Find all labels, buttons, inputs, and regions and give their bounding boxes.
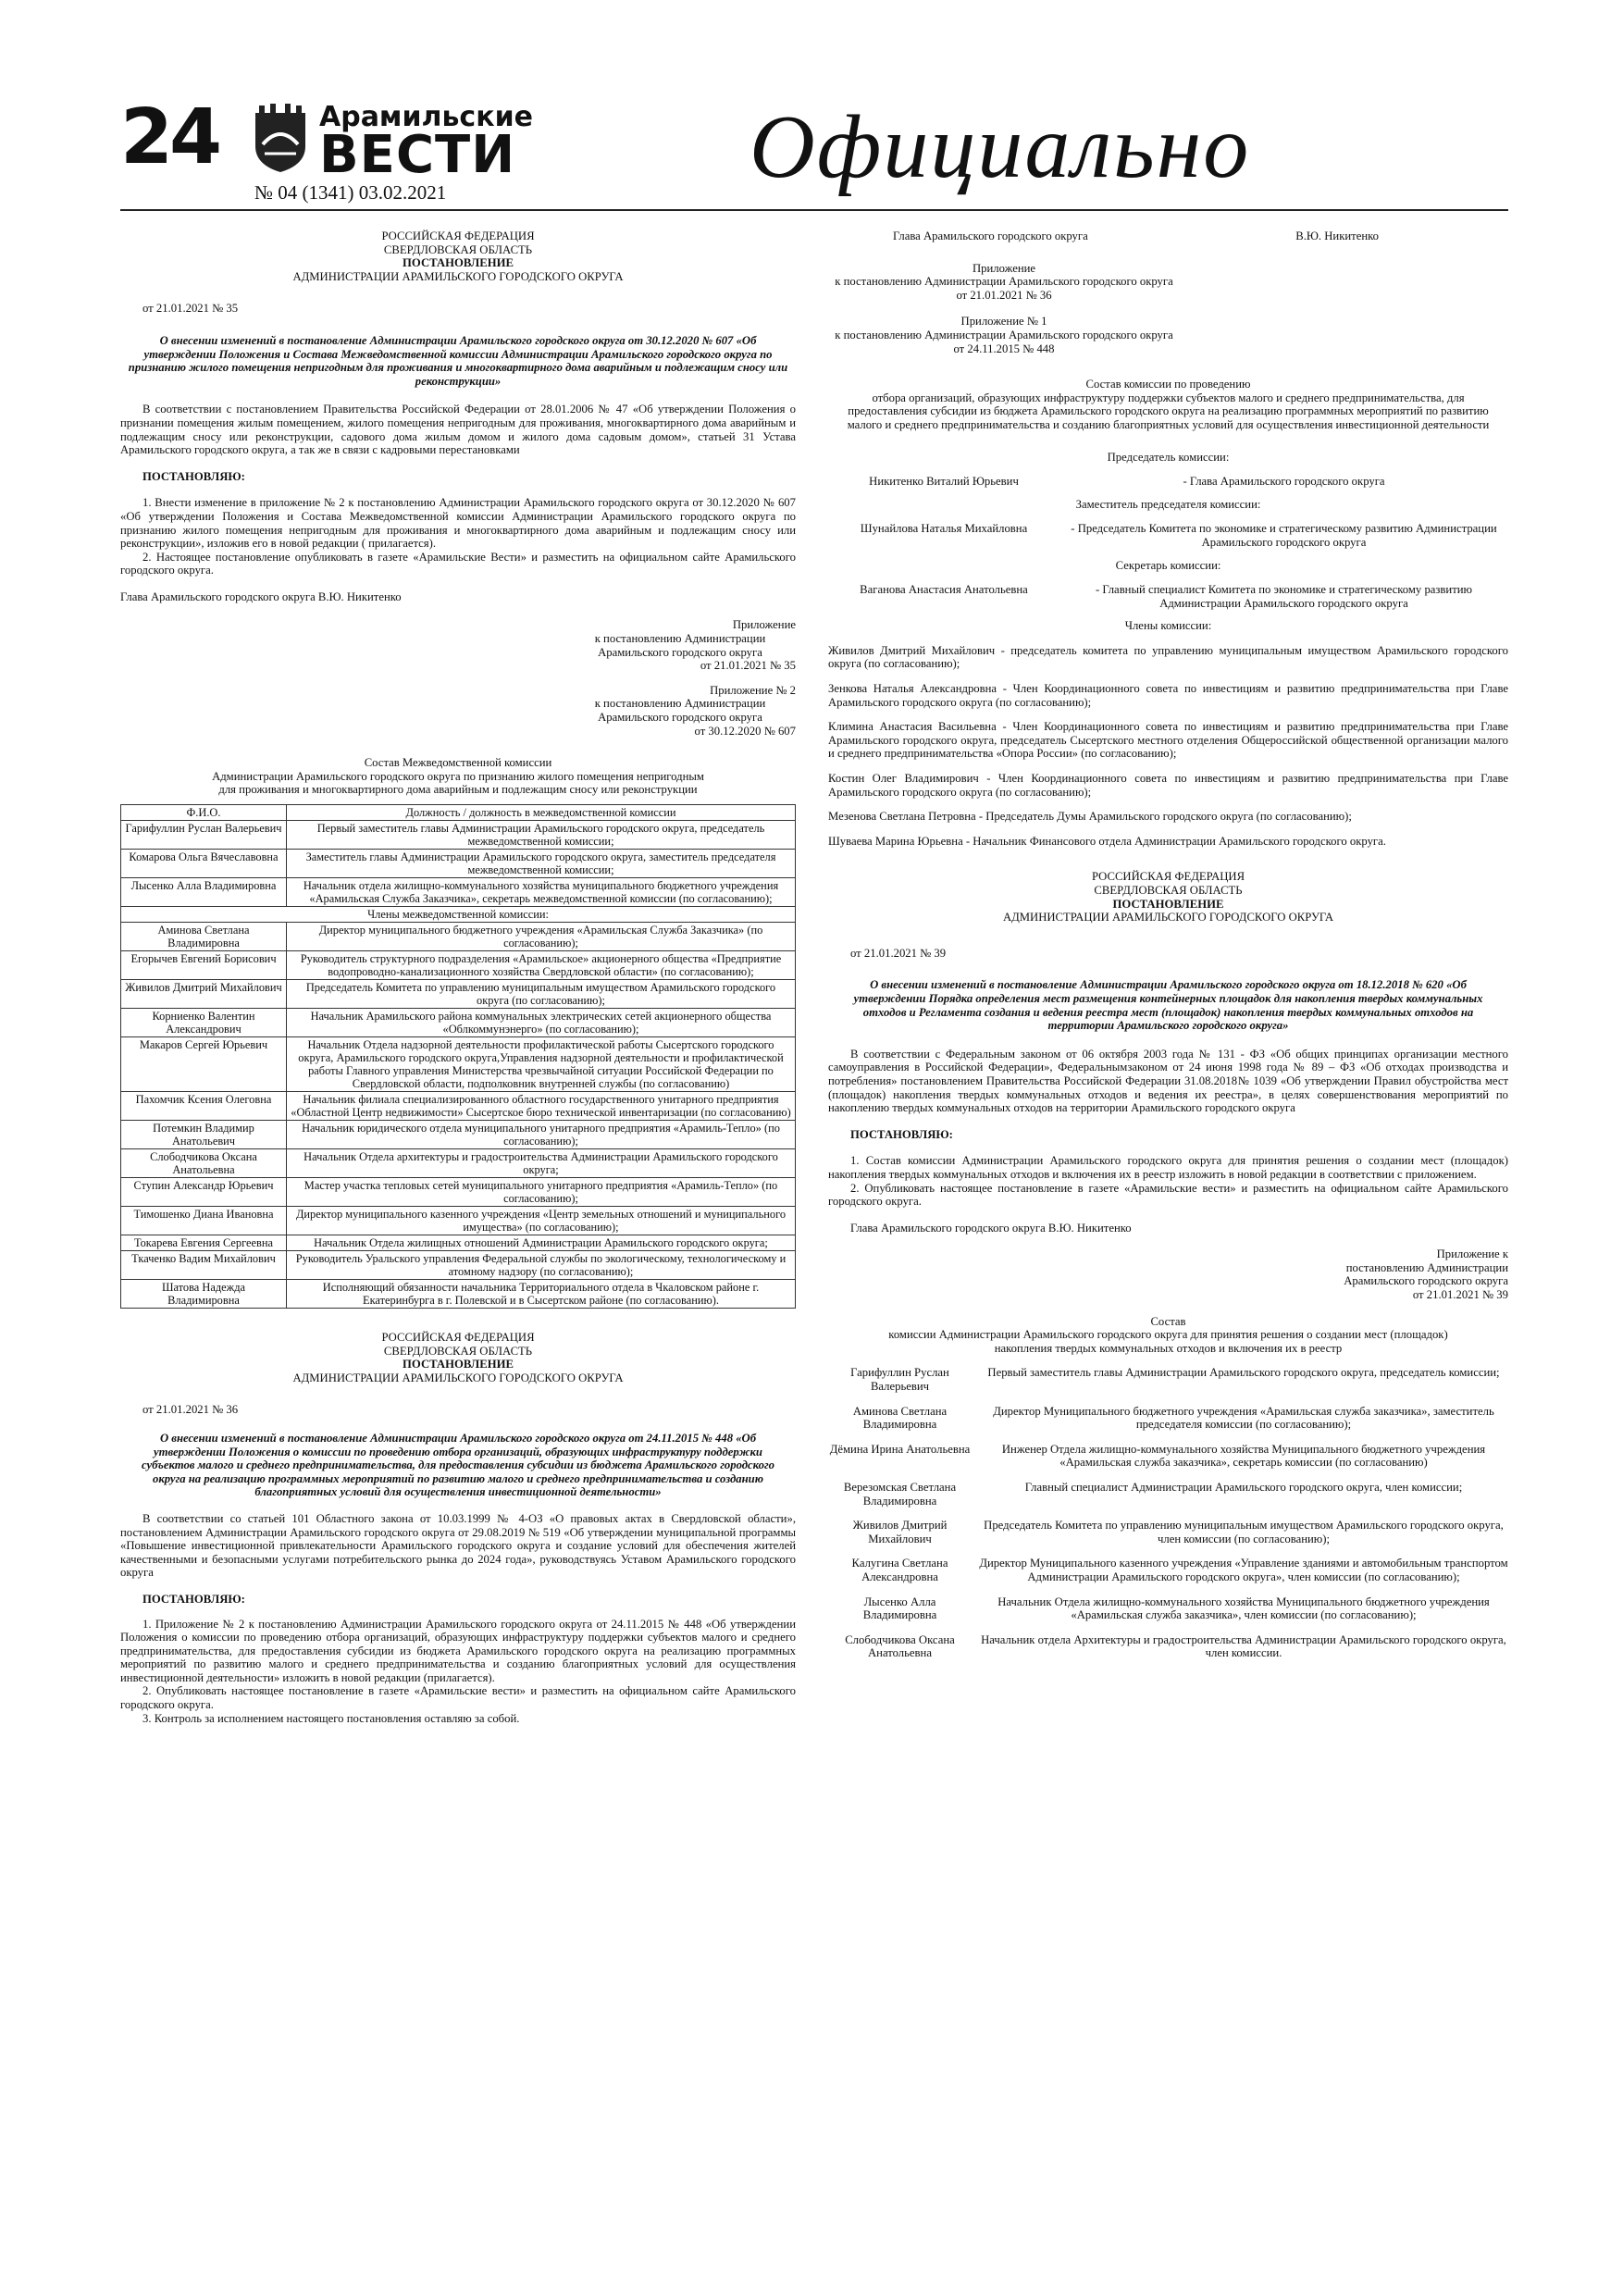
header-rule xyxy=(120,209,1508,211)
deputy-entry xyxy=(828,522,1508,549)
doc3-title: О внесении изменений в постановление Администрации Арамильского городского округа от 18.12.2018 № 620 «Об утверждении Порядка определения мест размещения контейнерных площадок для накопления твердых коммунальных отходов и Регламента создания и ведения реестра мест (площадок) накопления твердых коммунальных отходов на территории Арамильского городского округа» xyxy=(853,978,1483,1033)
table-row xyxy=(121,1280,796,1309)
doc1-decree: ПОСТАНОВЛЯЮ: xyxy=(142,469,245,483)
member-name: Никитенко Виталий Юрьевич xyxy=(869,475,1019,489)
table-section-row xyxy=(121,907,796,923)
member-name-cell: Пахомчик Ксения Олеговна xyxy=(121,1092,287,1121)
doc3-composition-title xyxy=(828,1315,1508,1356)
member-position-cell: Начальник отдела жилищно-коммунального хозяйства муниципального бюджетного учреждения «Арамильская Служба Заказчика», секретарь межведомственной комиссии (по согласованию); xyxy=(287,878,796,907)
table-row xyxy=(121,1178,796,1207)
doc2-decree: ПОСТАНОВЛЯЮ: xyxy=(142,1592,245,1606)
member-position: - Главный специалист Комитета по экономике и стратегическому развитию Администрации Арамильского городского округа xyxy=(1095,583,1473,610)
member-name-cell: Тимошенко Диана Ивановна xyxy=(121,1207,287,1235)
doc2-paragraph-2: 2. Опубликовать настоящее постановление в газете «Арамильские вести» и разместить на официальном сайте Арамильского городского округа. xyxy=(120,1684,796,1712)
doc2-paragraph-1: 1. Приложение № 2 к постановлению Администрации Арамильского городского округа от 24.11.2015 № 448 «Об утверждении Положения о комиссии по проведению отбора организаций, образующих инфраструктуру поддержки субъектов малого и среднего предпринимательства, для предоставления субсидии из бюджета Арамильского городского округа на реализацию программных мероприятий по развитию малого и среднего предпринимательства и созданию благоприятных условий для осуществления инвестиционной деятельности» изложить в новой редакции (прилагается). xyxy=(120,1617,796,1684)
appendix-line: к постановлению Администрации xyxy=(594,632,766,646)
list-item xyxy=(828,1633,1508,1660)
member-name-cell: Ткаченко Вадим Михайлович xyxy=(121,1251,287,1280)
appendix-line: от 21.01.2021 № 36 xyxy=(956,288,1052,302)
doc1-header-line: ПОСТАНОВЛЕНИЕ xyxy=(403,256,514,270)
coat-of-arms-logo xyxy=(252,104,309,174)
table-row xyxy=(121,1235,796,1251)
member-position-cell: Начальник Отдела архитектуры и градостроительства Администрации Арамильского городского округа; xyxy=(287,1149,796,1178)
appendix-line: Приложение № 2 xyxy=(710,683,796,697)
list-item xyxy=(828,1519,1508,1545)
deputy-label: Заместитель председателя комиссии: xyxy=(1075,497,1261,511)
table-header-cell: Должность / должность в межведомственной комиссии xyxy=(287,805,796,821)
doc2-paragraph-3: 3. Контроль за исполнением настоящего постановления оставляю за собой. xyxy=(142,1711,520,1725)
doc3-header-line: РОССИЙСКАЯ ФЕДЕРАЦИЯ xyxy=(1091,870,1245,884)
appendix-line: от 21.01.2021 № 35 xyxy=(700,659,796,673)
list-item xyxy=(828,1405,1508,1432)
doc1-signature: Глава Арамильского городского округа В.Ю. Никитенко xyxy=(120,590,402,603)
doc3-paragraph-2: 2. Опубликовать настоящее постановление в газете «Арамильские вести» и разместить на официальном сайте Арамильского городского округа. xyxy=(828,1181,1508,1209)
right-column xyxy=(828,230,1508,1660)
doc1-title: О внесении изменений в постановление Администрации Арамильского городского округа от 30.12.2020 № 607 «Об утверждении Положения и Состава Межведомственной комиссии Администрации Арамильского городского округа по признанию жилого помещения непригодным для проживания и многоквартирного дома аварийным и подлежащим сносу или реконструкции» xyxy=(128,333,788,388)
member-name-cell: Шатова Надежда Владимировна xyxy=(121,1280,287,1309)
doc2-title: О внесении изменений в постановление Администрации Арамильского городского округа от 24.11.2015 № 448 «Об утверждении Положения о комиссии по проведению отбора организаций, образующих инфраструктуру поддержки субъектов малого и среднего предпринимательства, для предоставления субсидии из бюджета Арамильского городского округа на реализацию программных мероприятий по развитию малого и среднего предпринимательства и созданию благоприятных условий для осуществления инвестиционной деятельности» xyxy=(141,1431,774,1499)
member-name: Слободчикова Оксана Анатольевна xyxy=(845,1632,955,1660)
doc3-decree: ПОСТАНОВЛЯЮ: xyxy=(850,1127,953,1141)
member-name-cell: Слободчикова Оксана Анатольевна xyxy=(121,1149,287,1178)
appendix-line: от 30.12.2020 № 607 xyxy=(694,724,796,738)
appendix-line: Приложение xyxy=(732,618,796,632)
table-header-row xyxy=(121,805,796,821)
doc1-header-line: АДМИНИСТРАЦИИ АРАМИЛЬСКОГО ГОРОДСКОГО ОКРУГА xyxy=(292,269,624,283)
list-item xyxy=(828,1595,1508,1622)
list-item: Живилов Дмитрий Михайлович - председатель комитета по управлению муниципальным имуществом Арамильского городского округа (по согласованию); xyxy=(828,643,1508,671)
list-item xyxy=(828,1366,1508,1393)
appendix-line: Арамильского городского округа xyxy=(1344,1274,1508,1288)
brand-name-main: ВЕСТИ xyxy=(319,125,516,185)
doc3-intro: В соответствии с Федеральным законом от 06 октября 2003 года № 131 - ФЗ «Об общих принципах организации местного самоуправления в Российской Федерации», Федеральнымзаконом от 24 июня 1998 года № 89 – ФЗ «Об отходах производства и потребления» постановлением Правительства Российской Федерации 31.08.2018№ 1039 «Об утверждении Правил обустройства мест (площадок) накопления твердых коммунальных отходов и ведения их реестра», в целях совершенствования мероприятий по накоплению твердых коммунальных отходов на территории Арамильского городского округа xyxy=(828,1047,1508,1115)
table-row xyxy=(121,1149,796,1178)
table-body-chairs xyxy=(121,821,796,907)
table-row xyxy=(121,923,796,951)
member-name-cell: Гарифуллин Руслан Валерьевич xyxy=(121,821,287,850)
table-row xyxy=(121,850,796,878)
doc2-header-line: СВЕРДЛОВСКАЯ ОБЛАСТЬ xyxy=(383,1344,533,1358)
doc2-signature xyxy=(828,230,1508,243)
secretary-entry xyxy=(828,583,1508,610)
member-position: Главный специалист Администрации Арамильского городского округа, член комиссии; xyxy=(1024,1481,1463,1494)
secretary-label: Секретарь комиссии: xyxy=(1115,558,1221,572)
chair-label: Председатель комиссии: xyxy=(1107,450,1230,464)
doc1-header-line: РОССИЙСКАЯ ФЕДЕРАЦИЯ xyxy=(381,230,535,242)
member-position: - Председатель Комитета по экономике и стратегическому развитию Администрации Арамильского городского округа xyxy=(1071,522,1497,549)
member-position-cell: Руководитель структурного подразделения «Арамильское» акционерного общества «Предприятие водопроводно-канализационного хозяйства Свердловской области» (по согласованию); xyxy=(287,951,796,980)
member-position-cell: Заместитель главы Администрации Арамильского городского округа, заместитель председателя межведомственной комиссии; xyxy=(287,850,796,878)
member-position-cell: Начальник Арамильского района коммунальных электрических сетей акционерного общества «Облкоммунэнерго» (по согласованию); xyxy=(287,1009,796,1037)
doc1-intro: В соответствии с постановлением Правительства Российской Федерации от 28.01.2006 № 47 «Об утверждении Положения о признании помещения жилым помещением, жилого помещения непригодным для проживания, многоквартирного дома аварийным и подлежащим сносу или реконструкции, садового дома жилым домом и жилого дома садовым домом», статьей 31 Устава Арамильского городского округа, а так же в связи с кадровыми перестановками xyxy=(120,403,796,457)
list-item: Зенкова Наталья Александровна - Член Координационного совета по инвестициям и развитию предпринимательства при Главе Арамильского городского округа (по согласованию); xyxy=(828,682,1508,709)
member-position: Первый заместитель главы Администрации Арамильского городского округа, председатель комиссии; xyxy=(987,1366,1500,1380)
members-label: Члены межведомственной комиссии: xyxy=(121,907,796,923)
appendix-line: от 24.11.2015 № 448 xyxy=(953,341,1055,355)
member-position-cell: Директор муниципального бюджетного учреждения «Арамильская Служба Заказчика» (по согласованию); xyxy=(287,923,796,951)
member-name: Ваганова Анастасия Анатольевна xyxy=(860,583,1028,597)
table-header-cell: Ф.И.О. xyxy=(121,805,287,821)
list-item xyxy=(828,1557,1508,1583)
member-name: Гарифуллин Руслан Валерьевич xyxy=(850,1366,949,1394)
member-name-cell: Токарева Евгения Сергеевна xyxy=(121,1235,287,1251)
member-position-cell: Начальник Отдела жилищных отношений Администрации Арамильского городского округа; xyxy=(287,1235,796,1251)
issue-number: № 04 (1341) 03.02.2021 xyxy=(254,181,447,204)
doc2-intro: В соответствии со статьей 101 Областного закона от 10.03.1999 № 4-ОЗ «О правовых актах в Свердловской области», постановлением Администрации Арамильского городского округа от 29.08.2019 № 519 «Об утверждении муниципальной программы «Повышение инвестиционной привлекательности Арамильского городского округа и создание условий для обеспечения жителей качественными и безопасными услугами потребительского рынка до 2024 года», руководствуясь Уставом Арамильского городского округа xyxy=(120,1511,796,1580)
member-position: Председатель Комитета по управлению муниципальным имуществом Арамильского городского округа, член комиссии (по согласованию); xyxy=(984,1519,1504,1545)
doc2-header-line: ПОСТАНОВЛЕНИЕ xyxy=(403,1358,514,1371)
commission-table xyxy=(120,804,796,1309)
table-row xyxy=(121,1121,796,1149)
member-position: - Глава Арамильского городского округа xyxy=(1183,475,1385,489)
member-name: Верезомская Светлана Владимировна xyxy=(843,1481,957,1508)
member-name-cell: Лысенко Алла Владимировна xyxy=(121,878,287,907)
doc3-header xyxy=(828,870,1508,924)
doc2-composition-title xyxy=(828,378,1508,431)
appendix-line: к постановлению Администрации xyxy=(594,697,766,711)
list-item: Костин Олег Владимирович - Член Координационного совета по инвестициям и развитию предпринимательства при Главе Арамильского городского округа (по согласованию); xyxy=(828,772,1508,799)
member-name: Лысенко Алла Владимировна xyxy=(862,1595,937,1622)
member-position: Начальник отдела Архитектуры и градостроительства Администрации Арамильского городского округа, член комиссии. xyxy=(981,1632,1506,1660)
table-row xyxy=(121,1037,796,1092)
doc3-appendix xyxy=(1295,1247,1508,1301)
appendix-line: к постановлению Администрации Арамильского городского округа xyxy=(835,275,1173,289)
appendix-line: к постановлению Администрации Арамильского городского округа xyxy=(835,328,1173,341)
member-position-cell: Директор муниципального казенного учреждения «Центр земельных отношений и муниципального имущества» (по согласованию); xyxy=(287,1207,796,1235)
list-item xyxy=(828,1443,1508,1470)
member-name-cell: Живилов Дмитрий Михайлович xyxy=(121,980,287,1009)
table-row xyxy=(121,951,796,980)
doc3-date: от 21.01.2021 № 39 xyxy=(850,946,947,960)
doc3-header-line: ПОСТАНОВЛЕНИЕ xyxy=(1112,897,1224,911)
member-name-cell: Ступин Александр Юрьевич xyxy=(121,1178,287,1207)
member-name: Аминова Светлана Владимировна xyxy=(852,1404,948,1432)
page-number: 24 xyxy=(120,93,219,181)
member-position-cell: Начальник Отдела надзорной деятельности профилактической работы Сысертского городского округа, Арамильского городского округа,Управления надзорной деятельности и профилактической работы Главного управления Министерства чрезвычайной ситуации Российской Федерации по Свердловской области, подполковник внутренней службы (по согласованию) xyxy=(287,1037,796,1092)
doc1-header xyxy=(120,230,796,283)
member-name-cell: Корниенко Валентин Александрович xyxy=(121,1009,287,1037)
composition-title-line: Состав xyxy=(1150,1314,1186,1328)
member-position-cell: Председатель Комитета по управлению муниципальным имуществом Арамильского городского округа (по согласованию); xyxy=(287,980,796,1009)
table-row xyxy=(121,821,796,850)
list-item: Мезенова Светлана Петровна - Председатель Думы Арамильского городского округа (по согласованию); xyxy=(828,810,1352,824)
member-name-cell: Комарова Ольга Вячеславовна xyxy=(121,850,287,878)
composition-title-line: комиссии Администрации Арамильского городского округа для принятия решения о создании мест (площадок) накопления твердых коммунальных отходов и включения их в реестр xyxy=(888,1328,1448,1355)
table-body-members xyxy=(121,923,796,1309)
doc3-signature: Глава Арамильского городского округа В.Ю. Никитенко xyxy=(850,1221,1132,1235)
table-row xyxy=(121,980,796,1009)
doc2-members-list xyxy=(828,644,1508,849)
table-row xyxy=(121,1092,796,1121)
doc1-appendix-1 xyxy=(564,618,796,672)
appendix-line: Арамильского городского округа xyxy=(598,645,762,659)
member-name-cell: Егорычев Евгений Борисович xyxy=(121,951,287,980)
appendix-line: Приложение xyxy=(972,261,1036,275)
doc3-header-line: АДМИНИСТРАЦИИ АРАМИЛЬСКОГО ГОРОДСКОГО ОКРУГА xyxy=(1002,911,1334,925)
member-name-cell: Макаров Сергей Юрьевич xyxy=(121,1037,287,1092)
members-label: Члены комиссии: xyxy=(1124,619,1212,633)
list-item: Климина Анастасия Васильевна - Член Координационного совета по инвестициям и развитию предпринимательства при Главе Арамильского городского округа, председатель Сысертского местного отделения Общероссийской общественной организации малого и среднего предпринимательства «Опора России» (по согласованию); xyxy=(828,720,1508,761)
doc1-paragraph-1: 1. Внести изменение в приложение № 2 к постановлению Администрации Арамильского городского округа от 30.12.2020 № 607 «Об утверждении Положения и Состава Межведомственной комиссии Администрации Арамильского городского округа по признанию жилого помещения непригодным для проживания и многоквартирного дома аварийным и подлежащим сносу или реконструкции», изложив его в новой редакции ( прилагается). xyxy=(120,496,796,551)
composition-title-line: для проживания и многоквартирного дома аварийным и подлежащим сносу или реконструкции xyxy=(218,783,698,797)
doc1-paragraph-2: 2. Настоящее постановление опубликовать в газете «Арамильские Вести» и разместить на официальном сайте Арамильского городского округа. xyxy=(120,550,796,577)
member-name-cell: Аминова Светлана Владимировна xyxy=(121,923,287,951)
member-position-cell: Первый заместитель главы Администрации Арамильского городского округа, председатель межведомственной комиссии; xyxy=(287,821,796,850)
doc2-signature-name: В.Ю. Никитенко xyxy=(1295,230,1379,242)
composition-title-line: Администрации Арамильского городского округа по признанию жилого помещения непригодным xyxy=(212,769,704,783)
member-position-cell: Мастер участка тепловых сетей муниципального унитарного предприятия «Арамиль-Тепло» (по согласованию); xyxy=(287,1178,796,1207)
appendix-line: от 21.01.2021 № 39 xyxy=(1412,1288,1508,1302)
composition-title-line: Состав Межведомственной комиссии xyxy=(364,756,552,770)
doc2-header-line: РОССИЙСКАЯ ФЕДЕРАЦИЯ xyxy=(381,1331,535,1344)
list-item: Шуваева Марина Юрьевна - Начальник Финансового отдела Администрации Арамильского городского округа. xyxy=(828,834,1386,848)
doc2-appendix-1 xyxy=(828,262,1180,303)
composition-title-line: Состав комиссии по проведению xyxy=(1085,378,1251,391)
doc2-appendix-2 xyxy=(828,315,1180,355)
table-row xyxy=(121,1009,796,1037)
brand-name-top: Арамильские xyxy=(319,101,533,133)
table-row xyxy=(121,1207,796,1235)
table-row xyxy=(121,878,796,907)
left-column xyxy=(120,230,796,1725)
member-position: Директор Муниципального казенного учреждения «Управление зданиями и автомобильным транспортом Администрации Арамильского городского округа», член комиссии (по согласованию); xyxy=(979,1557,1508,1583)
doc1-composition-title xyxy=(120,756,796,797)
member-position: Начальник Отдела жилищно-коммунального хозяйства Муниципального бюджетного учреждения «Арамильская служба заказчика», член комиссии (по согласованию); xyxy=(997,1595,1490,1622)
doc1-date: от 21.01.2021 № 35 xyxy=(142,302,239,316)
member-position: Директор Муниципального бюджетного учреждения «Арамильская служба заказчика», заместитель председателя комиссии (по согласованию); xyxy=(993,1404,1494,1432)
member-position-cell: Начальник юридического отдела муниципального унитарного предприятия «Арамиль-Тепло» (по согласованию); xyxy=(287,1121,796,1149)
doc2-header-line: АДМИНИСТРАЦИИ АРАМИЛЬСКОГО ГОРОДСКОГО ОКРУГА xyxy=(292,1371,624,1384)
doc2-header xyxy=(120,1331,796,1384)
member-name: Живилов Дмитрий Михайлович xyxy=(852,1519,948,1545)
doc2-signature-title: Глава Арамильского городского округа xyxy=(893,230,1088,242)
member-name: Дёмина Ирина Анатольевна xyxy=(829,1442,971,1456)
chair-entry xyxy=(828,475,1508,489)
member-name: Калугина Светлана Александровна xyxy=(851,1557,948,1583)
appendix-line: Арамильского городского округа xyxy=(598,711,762,725)
appendix-line: постановлению Администрации xyxy=(1345,1260,1508,1274)
doc3-header-line: СВЕРДЛОВСКАЯ ОБЛАСТЬ xyxy=(1094,884,1243,897)
doc1-appendix-2 xyxy=(564,684,796,738)
appendix-line: Приложение к xyxy=(1436,1247,1508,1261)
doc3-paragraph-1: 1. Состав комиссии Администрации Арамильского городского округа для принятия решения о создании мест (площадок) накопления твердых коммунальных отходов и включения их в реестр изложить в новой редакции в соответствии с приложением. xyxy=(828,1154,1508,1181)
doc3-members-list xyxy=(828,1366,1508,1660)
table-row xyxy=(121,1251,796,1280)
appendix-line: Приложение № 1 xyxy=(960,315,1047,329)
composition-title-line: отбора организаций, образующих инфраструктуру поддержки субъектов малого и среднего предпринимательства, для предоставления субсидии из бюджета Арамильского городского округа на реализацию программных мероприятий по развитию малого и среднего предпринимательства и созданию благоприятных условий для осуществления инвестиционной деятельности xyxy=(847,391,1490,431)
member-position-cell: Начальник филиала специализированного областного государственного унитарного предприятия «Областной Центр недвижимости» Сысертское бюро технической инвентаризации (по согласованию) xyxy=(287,1092,796,1121)
member-name-cell: Потемкин Владимир Анатольевич xyxy=(121,1121,287,1149)
section-title: Официально xyxy=(750,97,1251,197)
member-name: Шунайлова Наталья Михайловна xyxy=(860,522,1028,536)
member-position-cell: Исполняющий обязанности начальника Территориального отдела в Чкаловском районе г. Екатеринбурга в г. Полевской и в Сысертском районе (по согласованию). xyxy=(287,1280,796,1309)
member-position: Инженер Отдела жилищно-коммунального хозяйства Муниципального бюджетного учреждения «Арамильская служба заказчика», секретарь комиссии (по согласованию) xyxy=(1001,1442,1486,1470)
list-item xyxy=(828,1481,1508,1508)
doc1-header-line: СВЕРДЛОВСКАЯ ОБЛАСТЬ xyxy=(383,242,533,256)
member-position-cell: Руководитель Уральского управления Федеральной службы по экологическому, технологическому и атомному надзору (по согласованию); xyxy=(287,1251,796,1280)
doc2-date: от 21.01.2021 № 36 xyxy=(142,1403,239,1417)
